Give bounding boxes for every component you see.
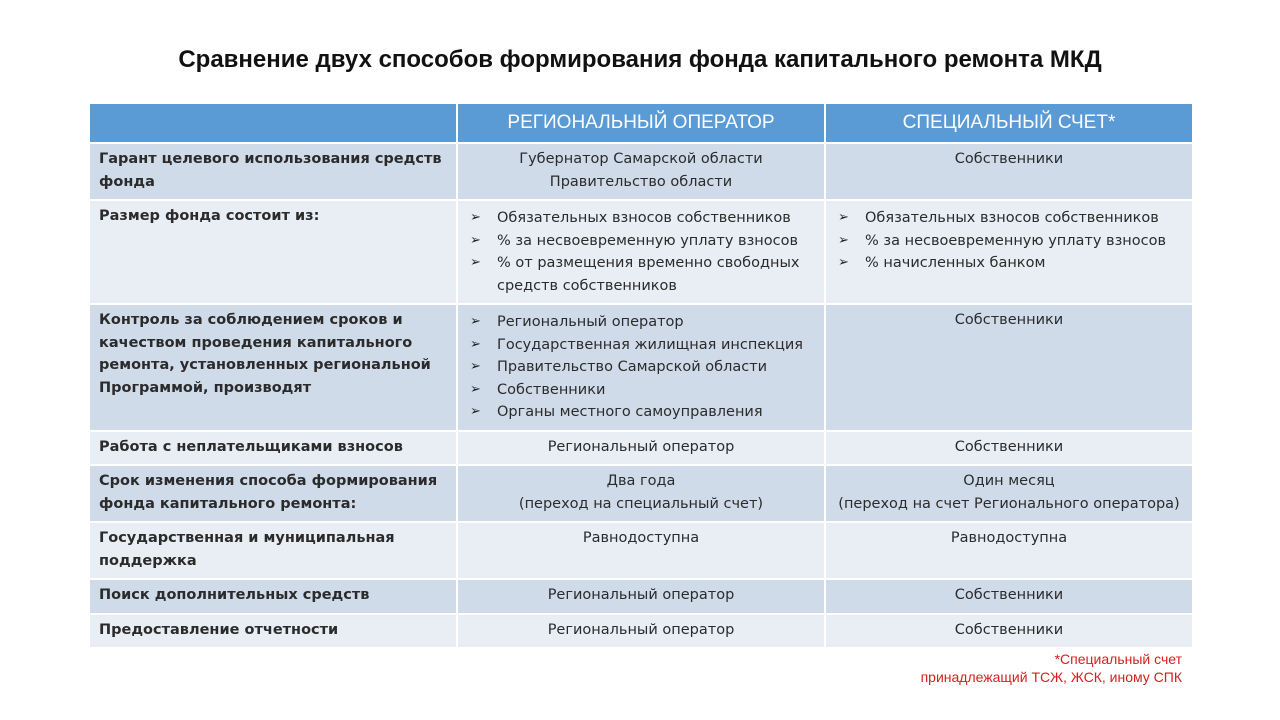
cell-special-account <box>825 304 1193 431</box>
check-arrow-icon: ➢ <box>838 210 849 225</box>
check-arrow-icon: ➢ <box>470 232 481 248</box>
check-arrow-icon: ➢ <box>470 210 481 225</box>
check-arrow-icon: ➢ <box>470 255 481 270</box>
cell-text-line: Правительство области <box>549 173 733 190</box>
header-regional-operator: РЕГИОНАЛЬНЫЙ ОПЕРАТОР <box>457 103 825 143</box>
table-row <box>89 522 1193 579</box>
cell-regional-operator <box>457 304 825 431</box>
list-item <box>470 379 818 402</box>
cell-regional-operator <box>457 200 825 304</box>
cell-special-account <box>825 465 1193 522</box>
table-row <box>89 200 1193 304</box>
check-arrow-icon: ➢ <box>470 381 481 397</box>
footnote-line: *Специальный счет <box>1054 651 1182 667</box>
list-item-text: Государственная жилищная инспекция <box>497 336 804 353</box>
list-item <box>470 356 818 379</box>
cell-text-line: Два года <box>606 473 676 489</box>
cell-regional-operator <box>457 465 825 522</box>
list-item <box>470 401 818 424</box>
table-row <box>89 465 1193 522</box>
header-special-account: СПЕЦИАЛЬНЫЙ СЧЕТ* <box>825 103 1193 143</box>
cell-special-account <box>825 614 1193 649</box>
row-label: Контроль за соблюдением сроков и качеством проведения капитального ремонта, установленных региональной Программой, производят <box>89 304 457 431</box>
cell-special-account <box>825 143 1193 200</box>
table-row <box>89 431 1193 466</box>
cell-special-account <box>825 522 1193 579</box>
cell-text-line: Собственники <box>954 621 1064 638</box>
list-item-text: Обязательных взносов собственников <box>865 210 1159 226</box>
cell-regional-operator <box>457 143 825 200</box>
cell-text-line: Региональный оператор <box>547 438 735 455</box>
list-item-text: Собственники <box>497 381 606 398</box>
cell-text-line: Равнодоступна <box>950 530 1068 546</box>
checklist <box>838 207 1186 275</box>
list-item-text: % от размещения временно свободных средств собственников <box>497 255 800 294</box>
list-item <box>838 252 1186 275</box>
comparison-table <box>88 102 1194 649</box>
list-item-text: % за несвоевременную уплату взносов <box>865 232 1167 249</box>
row-label: Поиск дополнительных средств <box>89 579 457 614</box>
check-arrow-icon: ➢ <box>470 314 481 329</box>
check-arrow-icon: ➢ <box>470 359 481 374</box>
list-item-text: Органы местного самоуправления <box>497 404 763 420</box>
list-item-text: % за несвоевременную уплату взносов <box>497 232 799 249</box>
cell-regional-operator <box>457 522 825 579</box>
row-label: Государственная и муниципальная поддержка <box>89 522 457 579</box>
list-item-text: Правительство Самарской области <box>497 359 768 375</box>
table-row <box>89 143 1193 200</box>
header-criterion <box>89 103 457 143</box>
cell-text-line: Собственники <box>954 151 1064 167</box>
table-body <box>89 143 1193 648</box>
cell-special-account <box>825 200 1193 304</box>
row-label: Срок изменения способа формирования фонда капитального ремонта: <box>89 465 457 522</box>
cell-text-line: Губернатор Самарской области <box>519 151 763 167</box>
cell-text-line: Равнодоступна <box>582 530 700 546</box>
cell-special-account <box>825 431 1193 466</box>
list-item-text: Обязательных взносов собственников <box>497 210 791 226</box>
cell-regional-operator <box>457 579 825 614</box>
row-label: Предоставление отчетности <box>89 614 457 649</box>
table-header-row <box>89 103 1193 143</box>
list-item <box>470 252 818 297</box>
cell-text-line: Региональный оператор <box>547 621 735 638</box>
row-label: Работа с неплательщиками взносов <box>89 431 457 466</box>
footnote <box>921 650 1182 686</box>
list-item <box>470 334 818 357</box>
row-label: Гарант целевого использования средств фонда <box>89 143 457 200</box>
list-item <box>838 207 1186 230</box>
cell-text-line: (переход на специальный счет) <box>518 495 764 512</box>
list-item <box>470 207 818 230</box>
list-item-text: Региональный оператор <box>497 314 684 330</box>
cell-regional-operator <box>457 431 825 466</box>
check-arrow-icon: ➢ <box>838 255 849 270</box>
list-item <box>838 230 1186 253</box>
list-item <box>470 230 818 253</box>
cell-text-line: (переход на счет Регионального оператора) <box>838 495 1180 512</box>
page-title: Сравнение двух способов формирования фонда капитального ремонта МКД <box>178 46 1102 73</box>
row-label: Размер фонда состоит из: <box>89 200 457 304</box>
cell-text-line: Региональный оператор <box>547 587 735 603</box>
cell-text-line: Собственники <box>954 312 1064 328</box>
cell-special-account <box>825 579 1193 614</box>
cell-text-line: Один месяц <box>963 473 1055 489</box>
check-arrow-icon: ➢ <box>838 232 849 248</box>
checklist <box>470 207 818 297</box>
table-row <box>89 579 1193 614</box>
cell-text-line: Собственники <box>954 587 1064 603</box>
cell-regional-operator <box>457 614 825 649</box>
table-row <box>89 614 1193 649</box>
checklist <box>470 311 818 424</box>
check-arrow-icon: ➢ <box>470 404 481 419</box>
cell-text-line: Собственники <box>954 438 1064 455</box>
list-item <box>470 311 818 334</box>
footnote-line: принадлежащий ТСЖ, ЖСК, иному СПК <box>920 669 1182 685</box>
table-row <box>89 304 1193 431</box>
list-item-text: % начисленных банком <box>865 255 1046 271</box>
check-arrow-icon: ➢ <box>470 336 481 352</box>
